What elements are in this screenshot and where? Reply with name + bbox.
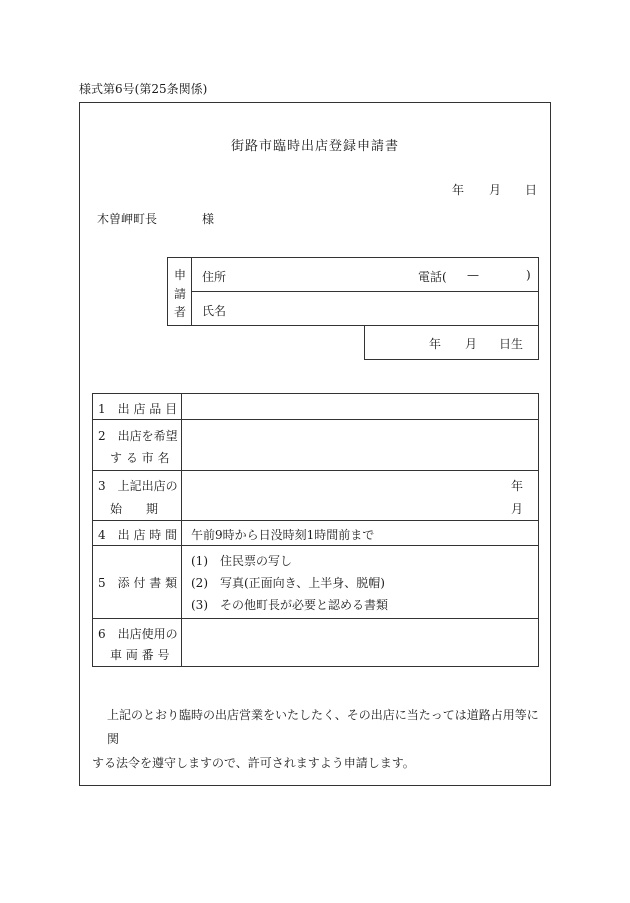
start-month-label: 月 [511, 502, 524, 516]
table-row-divider [93, 419, 538, 420]
date-day-label: 日 [525, 183, 538, 197]
phone-dash: — [467, 268, 479, 282]
business-hours-value: 午前9時から日没時刻1時間前まで [191, 528, 375, 542]
address-label: 住所 [202, 270, 227, 284]
date-year-label: 年 [452, 183, 465, 197]
table-row-label: 車 両 番 号 [98, 648, 170, 662]
attachment-item: (3) その他町長が必要と認める書類 [191, 598, 388, 612]
addressee-name: 木曽岬町長 [97, 212, 158, 226]
table-row-label: 1 出 店 品 目 [98, 402, 178, 416]
table-column-divider [181, 394, 182, 666]
applicant-box [167, 257, 539, 326]
date-month-label: 月 [489, 183, 502, 197]
table-row-label: す る 市 名 [98, 451, 170, 465]
attachment-item: (2) 写真(正面向き、上半身、脱帽) [191, 576, 385, 590]
name-label: 氏名 [202, 304, 227, 318]
phone-close: ) [526, 268, 531, 282]
table-row-divider [93, 618, 538, 619]
phone-label: 電話( [418, 270, 447, 284]
closing-statement [92, 703, 542, 775]
applicant-divider [192, 291, 538, 292]
birth-month-label: 月 [465, 337, 478, 351]
applicant-side-char: 請 [173, 287, 186, 301]
closing-line: 上記のとおり臨時の出店営業をいたしたく、その出店に当たっては道路占用等に関 [107, 708, 539, 746]
closing-line: する法令を遵守しますので、許可されますよう申請します。 [92, 756, 415, 770]
addressee-honorific: 様 [202, 212, 215, 226]
applicant-side-char: 申 [173, 268, 186, 282]
table-row-divider [93, 520, 538, 521]
birthdate-box [364, 325, 539, 360]
attachment-item: (1) 住民票の写し [191, 554, 292, 568]
birth-day-label: 日生 [499, 337, 524, 351]
start-year-label: 年 [511, 479, 524, 493]
page-title: 街路市臨時出店登録申請書 [230, 139, 399, 154]
table-row-divider [93, 470, 538, 471]
table-row-label: 5 添 付 書 類 [98, 576, 178, 590]
table-row-label: 2 出店を希望 [98, 429, 178, 443]
table-row-label: 4 出 店 時 間 [98, 528, 178, 542]
table-row-label: 3 上記出店の [98, 479, 178, 493]
table-row-label: 6 出店使用の [98, 627, 178, 641]
applicant-side-char: 者 [173, 305, 186, 319]
table-row-label: 始 期 [98, 502, 159, 516]
application-table [92, 393, 539, 667]
applicant-side-label [168, 258, 192, 325]
birth-year-label: 年 [429, 337, 442, 351]
form-number-label: 様式第6号(第25条関係) [79, 82, 208, 96]
table-row-divider [93, 545, 538, 546]
